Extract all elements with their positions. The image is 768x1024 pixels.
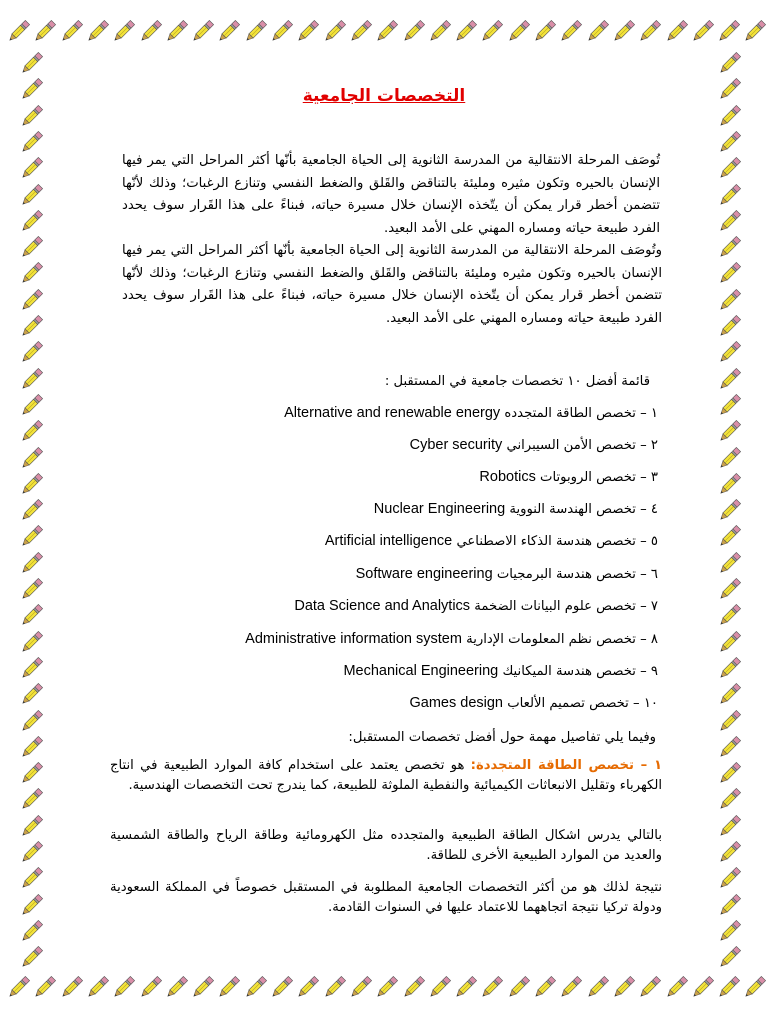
list-item xyxy=(325,530,658,552)
pencil-border-bottom xyxy=(0,970,768,1004)
details-heading: وفيما يلي تفاصيل مهمة حول أفضل تخصصات المستقبل: xyxy=(348,730,656,745)
list-item xyxy=(343,660,658,682)
list-item-arabic: ١ – تخصص الطاقة المتجدده xyxy=(504,406,658,421)
list-item-arabic: ١٠ – تخصص تصميم الألعاب xyxy=(507,696,658,711)
pencil-icon xyxy=(17,942,47,970)
list-item-english: Artificial intelligence xyxy=(324,533,453,549)
list-item-arabic: ٣ – تخصص الروبوتات xyxy=(540,470,658,485)
list-item-arabic: ٤ – تخصص الهندسة النووية xyxy=(509,502,658,517)
list-item-arabic: ٨ – تخصص نظم المعلومات الإدارية xyxy=(466,632,658,647)
list-item-arabic: ٦ – تخصص هندسة البرمجيات xyxy=(496,567,658,582)
detail-text: هو تخصص يعتمد على استخدام كافة الموارد الطبيعية في انتاج الكهرباء وتقليل الانبعاثات الكيميائية والنفطية الملوثة للطبيعة، كما يندرج تحت التخصصات الهندسية. xyxy=(110,758,662,793)
list-item-english: Robotics xyxy=(479,469,536,485)
list-item-english: Mechanical Engineering xyxy=(343,663,499,679)
list-item xyxy=(410,692,659,714)
list-item xyxy=(245,628,658,650)
pencil-border-right xyxy=(712,48,748,970)
pencil-border-left xyxy=(14,48,50,970)
list-item xyxy=(356,563,658,585)
list-item-arabic: ٢ – تخصص الأمن السيبراني xyxy=(506,438,658,453)
list-item-arabic: ٧ – تخصص علوم البيانات الضخمة xyxy=(474,599,658,614)
pencil-icon xyxy=(740,972,768,1002)
list-item-arabic: ٥ – تخصص هندسة الذكاء الاصطناعي xyxy=(456,534,658,549)
detail-paragraph-2: بالتالي يدرس اشكال الطاقة الطبيعية والمتجدده مثل الكهرومائية وطاقة الرياح والطاقة الشمسية والعديد من الموارد الطبيعية الأخرى للطاقة. xyxy=(110,828,662,863)
detail-paragraph-1 xyxy=(110,756,662,796)
list-item xyxy=(479,466,658,488)
intro-paragraph-1: تُوصَف المرحلة الانتقالية من المدرسة الثانوية إلى الحياة الجامعية بأنّها أكثر المراحل التي يمر فيها الإنسان بالحيره وتكون مثيره ومليئة بالتناقض والقَلق والضغط النفسي وتنازع الرغبات؛ وذلك لأنّها تتضمن أخطر قرار يمكن أن يتّخذه الإنسان خلال مسيرة حياته، فبناءً على هذا القَرار سوف يحدد الفرد طبيعة حياته ومساره المهني على الأمد البعيد. xyxy=(122,153,660,236)
list-item-english: Cyber security xyxy=(409,437,503,453)
list-item-english: Alternative and renewable energy xyxy=(284,405,501,421)
list-item xyxy=(294,595,658,617)
list-item-english: Data Science and Analytics xyxy=(294,598,471,614)
list-heading: قائمة أفضل ١٠ تخصصات جامعية في المستقبل : xyxy=(384,374,650,389)
pencil-icon xyxy=(715,942,745,970)
list-item xyxy=(284,402,658,424)
list-item-arabic: ٩ – تخصص هندسة الميكانيك xyxy=(502,664,658,679)
page-title: التخصصات الجامعية xyxy=(302,86,466,106)
list-item-english: Software engineering xyxy=(355,566,493,582)
list-item-english: Administrative information system xyxy=(245,631,462,647)
list-item-english: Nuclear Engineering xyxy=(373,501,506,517)
pencil-border-top xyxy=(0,14,768,48)
detail-paragraph-3: نتيجة لذلك هو من أكثر التخصصات الجامعية المطلوبة في المستقبل خصوصاً في المملكة السعودية ودولة تركيا نتيجة اتجاههما للاعتماد عليها في السنوات القادمة. xyxy=(110,880,662,915)
list-item xyxy=(410,434,658,456)
list-item-english: Games design xyxy=(409,695,503,711)
detail-highlight: ١ – تخصص الطاقة المتجددة: xyxy=(470,758,662,773)
intro-paragraph-2: وتُوصَف المرحلة الانتقالية من المدرسة الثانوية إلى الحياة الجامعية بأنّها أكثر المراحل التي يمر فيها الإنسان بالحيره وتكون مثيره ومليئة بالتناقض والقَلق والضغط النفسي وتنازع الرغبات؛ وذلك لأنّها تتضمن أخطر قرار يمكن أن يتّخذه الإنسان خلال مسيرة حياته، فبناءً على هذا القَرار سوف يحدد الفرد طبيعة حياته ومساره المهني على الأمد البعيد. xyxy=(122,243,662,326)
pencil-icon xyxy=(740,16,768,46)
list-item xyxy=(374,498,658,520)
